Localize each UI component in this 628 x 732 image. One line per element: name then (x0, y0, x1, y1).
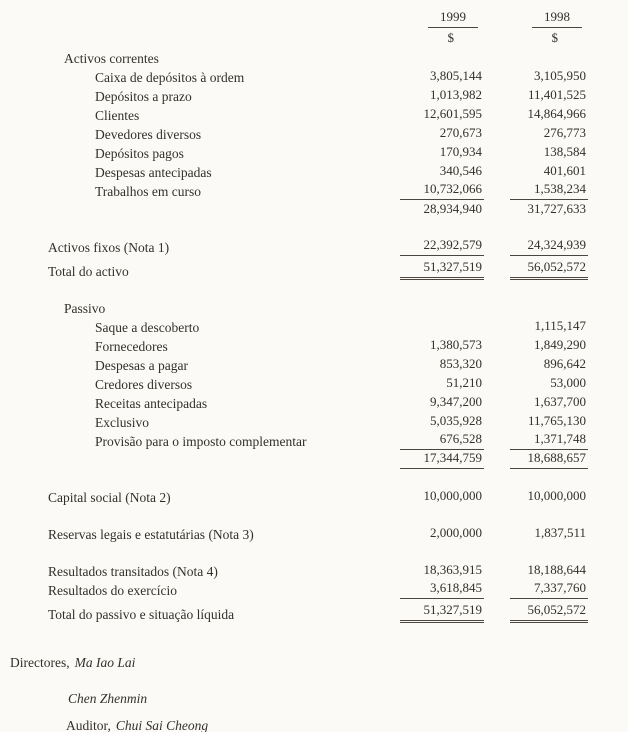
row-label: Exclusivo (95, 415, 149, 430)
column-headers (10, 6, 588, 28)
row-label: Saque a descoberto (95, 320, 200, 335)
spacer-row (10, 469, 588, 487)
row-label: Activos correntes (64, 51, 159, 66)
row-label: Capital social (Nota 2) (48, 490, 171, 505)
row-label: Credores diversos (95, 377, 193, 392)
row-label: Despesas a pagar (95, 358, 188, 373)
value-1999: 676,528 (400, 431, 484, 450)
table-row (10, 412, 588, 431)
table-row (10, 67, 588, 86)
table-row (10, 374, 588, 393)
value-1999: 1,380,573 (430, 337, 482, 352)
value-1998: 1,849,290 (534, 337, 586, 352)
value-1999: 3,618,845 (400, 580, 484, 599)
row-label: Activos fixos (Nota 1) (48, 240, 170, 255)
spacer-row (10, 543, 588, 561)
value-1999: 51,327,519 (400, 259, 484, 280)
value-1999: 51,210 (446, 375, 482, 390)
value-1998: 11,765,130 (527, 413, 586, 428)
value-1999: 17,344,759 (400, 450, 484, 469)
value-1998: 14,864,966 (527, 106, 586, 121)
row-label: Depósitos a prazo (95, 89, 192, 104)
value-1998: 138,584 (543, 144, 586, 159)
row-label: Fornecedores (95, 339, 168, 354)
table-row (10, 580, 588, 599)
table-row (10, 298, 588, 317)
value-1998: 56,052,572 (510, 602, 588, 623)
value-1998: 24,324,939 (510, 237, 588, 256)
row-label: Total do activo (48, 264, 129, 279)
table-row (10, 431, 588, 450)
value-1998 (492, 65, 588, 67)
value-1999: 9,347,200 (430, 394, 482, 409)
row-label: Caixa de depósitos à ordem (95, 70, 245, 85)
row-label: Depósitos pagos (95, 146, 184, 161)
row-label: Despesas antecipadas (95, 165, 212, 180)
value-1998: 10,000,000 (527, 488, 586, 503)
value-1999: 170,934 (439, 144, 482, 159)
table-row (10, 561, 588, 580)
table-row (10, 256, 588, 280)
table-row (10, 143, 588, 162)
value-1999: 12,601,595 (423, 106, 482, 121)
table-row (10, 237, 588, 256)
value-1998: 18,688,657 (510, 450, 588, 469)
currency-row (10, 28, 588, 48)
value-1999: 28,934,940 (423, 201, 482, 216)
table-row (10, 124, 588, 143)
currency-symbol: $ (447, 30, 454, 45)
table-row (10, 524, 588, 543)
table-row (10, 450, 588, 469)
value-1998: 1,115,147 (534, 318, 586, 333)
value-1999: 270,673 (439, 125, 482, 140)
value-1999: 1,013,982 (430, 87, 482, 102)
table-row (10, 317, 588, 336)
auditor-line (10, 718, 588, 732)
auditor-name: Chui Sai Cheong (115, 718, 209, 732)
value-1998: 56,052,572 (510, 259, 588, 280)
row-label: Resultados transitados (Nota 4) (48, 564, 218, 579)
director-line-2 (10, 691, 588, 707)
value-1998: 1,371,748 (510, 431, 588, 450)
value-1998: 7,337,760 (510, 580, 588, 599)
signatures-block (10, 655, 588, 732)
value-1998: 11,401,525 (527, 87, 586, 102)
table-row (10, 105, 588, 124)
value-1999: 853,320 (439, 356, 482, 371)
value-1998: 31,727,633 (527, 201, 586, 216)
currency-symbol: $ (551, 30, 558, 45)
value-1998: 1,538,234 (510, 181, 588, 200)
value-1999: 22,392,579 (400, 237, 484, 256)
director-name: Ma Iao Lai (74, 655, 136, 670)
spacer-row (10, 280, 588, 298)
value-1999 (382, 65, 484, 67)
value-1998: 53,000 (550, 375, 586, 390)
value-1998 (492, 315, 588, 317)
column-header-1999 (382, 9, 484, 28)
row-label: Passivo (64, 301, 106, 316)
value-1998: 896,642 (543, 356, 586, 371)
value-1998: 3,105,950 (534, 68, 586, 83)
row-label: Trabalhos em curso (95, 184, 201, 199)
directors-label: Directores, (10, 655, 70, 670)
row-label: Reservas legais e estatutárias (Nota 3) (48, 527, 254, 542)
table-row (10, 200, 588, 219)
value-1999: 5,035,928 (430, 413, 482, 428)
directors-line (10, 655, 588, 671)
spacer-row (10, 219, 588, 237)
year-label: 1998 (532, 9, 582, 28)
value-1999: 18,363,915 (423, 562, 482, 577)
table-row (10, 86, 588, 105)
auditor-label: Auditor, (66, 718, 111, 732)
table-row (10, 487, 588, 506)
director-name: Chen Zhenmin (68, 691, 148, 706)
column-header-1998 (492, 9, 588, 28)
value-1999: 51,327,519 (400, 602, 484, 623)
row-label: Receitas antecipadas (95, 396, 208, 411)
value-1998: 1,837,511 (534, 525, 586, 540)
row-label: Clientes (95, 108, 140, 123)
table-row (10, 181, 588, 200)
value-1999: 10,732,066 (400, 181, 484, 200)
spacer-row (10, 506, 588, 524)
value-1999: 3,805,144 (430, 68, 482, 83)
table-row (10, 393, 588, 412)
year-label: 1999 (428, 9, 478, 28)
value-1998: 1,637,700 (534, 394, 586, 409)
row-label: Total do passivo e situação líquida (48, 607, 235, 622)
table-row (10, 336, 588, 355)
value-1998: 18,188,644 (527, 562, 586, 577)
value-1999: 2,000,000 (430, 525, 482, 540)
value-1998: 401,601 (543, 163, 586, 178)
value-1999 (382, 315, 484, 317)
table-row (10, 48, 588, 67)
row-label: Provisão para o imposto complementar (95, 434, 307, 449)
value-1999: 340,546 (439, 163, 482, 178)
value-1998: 276,773 (543, 125, 586, 140)
row-label: Devedores diversos (95, 127, 202, 142)
value-1999: 10,000,000 (423, 488, 482, 503)
table-row (10, 162, 588, 181)
table-row (10, 355, 588, 374)
row-label: Resultados do exercício (48, 583, 177, 598)
table-row (10, 599, 588, 623)
value-1999 (382, 334, 484, 336)
balance-sheet-body (10, 48, 588, 623)
